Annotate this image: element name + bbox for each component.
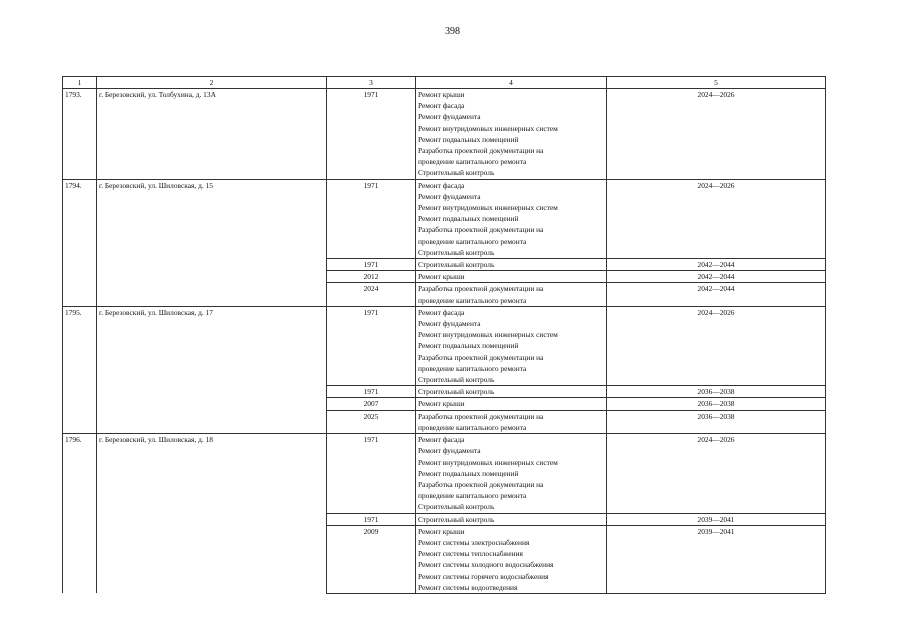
work-type: Разработка проектной документации на xyxy=(418,284,544,294)
entry-address: г. Березовский, ул. Шиловская, д. 15 xyxy=(97,179,327,306)
entry-number: 1796. xyxy=(63,434,97,594)
header-cell-5: 5 xyxy=(607,77,826,89)
commission-year: 2025 xyxy=(327,410,416,433)
work-type: проведение капитального ремонта xyxy=(418,491,527,501)
work-type: Строительный контроль xyxy=(418,375,495,385)
table-row xyxy=(63,89,826,180)
commission-year: 1971 xyxy=(327,306,416,385)
work-type: Ремонт внутридомовых инженерных систем xyxy=(418,330,558,340)
work-type: Ремонт фасада xyxy=(418,101,465,111)
planned-period: 2024—2026 xyxy=(607,306,826,385)
planned-period: 2042—2044 xyxy=(607,271,826,283)
work-type: Строительный контроль xyxy=(418,502,495,512)
planned-period: 2036—2038 xyxy=(607,398,826,410)
work-type: Ремонт фундамента xyxy=(418,112,481,122)
work-type: проведение капитального ремонта xyxy=(418,363,527,373)
entry-address: г. Березовский, ул. Шиловская, д. 17 xyxy=(97,306,327,433)
work-type: Ремонт системы водоотведения xyxy=(418,582,518,592)
work-types-cell xyxy=(416,525,607,593)
header-row xyxy=(63,77,826,89)
header-cell-1: 1 xyxy=(63,77,97,89)
commission-year: 1971 xyxy=(327,89,416,180)
planned-period: 2036—2038 xyxy=(607,410,826,433)
commission-year: 1971 xyxy=(327,259,416,271)
commission-year: 2012 xyxy=(327,271,416,283)
work-type: Строительный контроль xyxy=(418,514,495,524)
work-type: Ремонт фасада xyxy=(418,180,465,190)
repair-schedule-table xyxy=(62,76,826,594)
entry-number: 1794. xyxy=(63,179,97,306)
work-types-cell xyxy=(416,410,607,433)
work-type: проведение капитального ремонта xyxy=(418,295,527,305)
work-types-cell xyxy=(416,434,607,513)
commission-year: 1971 xyxy=(327,179,416,258)
table-row xyxy=(63,179,826,258)
work-types-cell xyxy=(416,179,607,258)
work-type: Ремонт фасада xyxy=(418,307,465,317)
work-type: Ремонт крыши xyxy=(418,90,465,99)
commission-year: 1971 xyxy=(327,386,416,398)
planned-period: 2024—2026 xyxy=(607,89,826,180)
planned-period: 2039—2041 xyxy=(607,513,826,525)
header-cell-2: 2 xyxy=(97,77,327,89)
work-type: Ремонт подвальных помещений xyxy=(418,214,519,224)
commission-year: 1971 xyxy=(327,513,416,525)
work-type: Ремонт системы теплоснабжения xyxy=(418,549,523,559)
work-type: Ремонт фундамента xyxy=(418,191,481,201)
planned-period: 2039—2041 xyxy=(607,525,826,593)
entry-address: г. Березовский, ул. Шиловская, д. 18 xyxy=(97,434,327,594)
commission-year: 1971 xyxy=(327,434,416,513)
work-type: проведение капитального ремонта xyxy=(418,422,527,432)
work-type: Ремонт подвальных помещений xyxy=(418,341,519,351)
work-type: Ремонт крыши xyxy=(418,526,465,536)
work-type: Строительный контроль xyxy=(418,247,495,257)
work-type: Разработка проектной документации на xyxy=(418,225,544,235)
planned-period: 2042—2044 xyxy=(607,283,826,306)
planned-period: 2024—2026 xyxy=(607,179,826,258)
work-types-cell xyxy=(416,89,607,180)
commission-year: 2009 xyxy=(327,525,416,593)
planned-period: 2042—2044 xyxy=(607,259,826,271)
work-type: Ремонт системы электроснабжения xyxy=(418,537,530,547)
work-types-cell xyxy=(416,306,607,385)
work-types-cell xyxy=(416,513,607,525)
work-type: Строительный контроль xyxy=(418,168,495,178)
work-type: Ремонт системы горячего водоснабжения xyxy=(418,571,549,581)
entry-address: г. Березовский, ул. Толбухина, д. 13А xyxy=(97,89,327,180)
page-number: 398 xyxy=(445,26,460,37)
work-type: Ремонт фасада xyxy=(418,435,465,445)
work-type: Ремонт фундамента xyxy=(418,319,481,329)
commission-year: 2007 xyxy=(327,398,416,410)
table-row xyxy=(63,306,826,385)
work-type: Ремонт подвальных помещений xyxy=(418,468,519,478)
work-type: Строительный контроль xyxy=(418,387,495,397)
work-type: проведение капитального ремонта xyxy=(418,157,527,167)
header-cell-4: 4 xyxy=(416,77,607,89)
work-type: Ремонт системы холодного водоснабжения xyxy=(418,560,554,570)
planned-period: 2036—2038 xyxy=(607,386,826,398)
work-type: Строительный контроль xyxy=(418,260,495,270)
work-type: Разработка проектной документации на xyxy=(418,146,544,156)
work-type: Ремонт фундамента xyxy=(418,446,481,456)
work-type: Ремонт внутридомовых инженерных систем xyxy=(418,203,558,213)
work-type: Ремонт крыши xyxy=(418,399,465,409)
work-types-cell xyxy=(416,271,607,283)
commission-year: 2024 xyxy=(327,283,416,306)
work-type: Ремонт внутридомовых инженерных систем xyxy=(418,457,558,467)
work-types-cell xyxy=(416,283,607,306)
work-type: Разработка проектной документации на xyxy=(418,479,544,489)
entry-number: 1795. xyxy=(63,306,97,433)
table-body xyxy=(63,77,826,594)
work-type: Ремонт внутридомовых инженерных систем xyxy=(418,123,558,133)
work-types-cell xyxy=(416,259,607,271)
work-types-cell xyxy=(416,398,607,410)
work-type: Ремонт подвальных помещений xyxy=(418,134,519,144)
work-type: проведение капитального ремонта xyxy=(418,236,527,246)
work-type: Разработка проектной документации на xyxy=(418,411,544,421)
work-types-cell xyxy=(416,386,607,398)
entry-number: 1793. xyxy=(63,89,97,180)
planned-period: 2024—2026 xyxy=(607,434,826,513)
header-cell-3: 3 xyxy=(327,77,416,89)
work-type: Разработка проектной документации на xyxy=(418,352,544,362)
table-row xyxy=(63,434,826,513)
work-type: Ремонт крыши xyxy=(418,272,465,282)
